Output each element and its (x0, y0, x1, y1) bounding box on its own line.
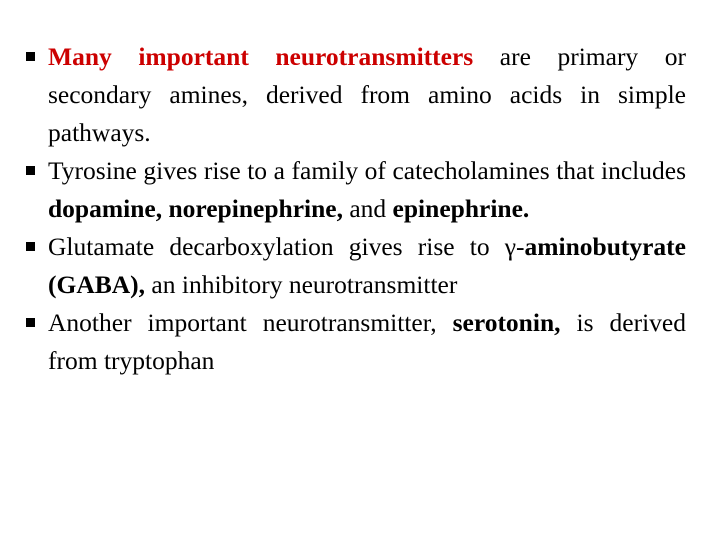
term-epinephrine: epinephrine. (392, 194, 530, 223)
square-bullet-icon (26, 318, 35, 327)
term-gaba: (GABA), (48, 270, 146, 299)
highlight-text: Many important neurotransmitters (48, 42, 474, 71)
term-dopamine: dopamine, (48, 194, 163, 223)
bullet-item-neurotransmitters (26, 38, 686, 152)
square-bullet-icon (26, 242, 35, 251)
bullet-item-glutamate (26, 228, 686, 304)
bullet-text: Glutamate decarboxylation gives rise to (48, 232, 505, 261)
bullet-list (26, 38, 686, 380)
bullet-item-tyrosine (26, 152, 686, 228)
bullet-item-serotonin (26, 304, 686, 380)
term-norepinephrine: norepinephrine, (168, 194, 343, 223)
term-aminobutyrate: aminobutyrate (524, 232, 686, 261)
bullet-text: are primary or secondary amines, derived from amino acids in simple pathways. (48, 42, 686, 147)
bullet-text: is derived from tryptophan (48, 308, 686, 375)
square-bullet-icon (26, 52, 35, 61)
term-serotonin: serotonin, (452, 308, 561, 337)
bullet-text: an inhibitory neurotransmitter (145, 270, 458, 299)
bullet-text: Another important neurotransmitter, (48, 308, 453, 337)
bullet-text: Tyrosine gives rise to a family of catecholamines that includes (48, 156, 686, 185)
gamma-prefix: γ- (504, 232, 525, 261)
square-bullet-icon (26, 166, 35, 175)
bullet-text: and (342, 194, 393, 223)
